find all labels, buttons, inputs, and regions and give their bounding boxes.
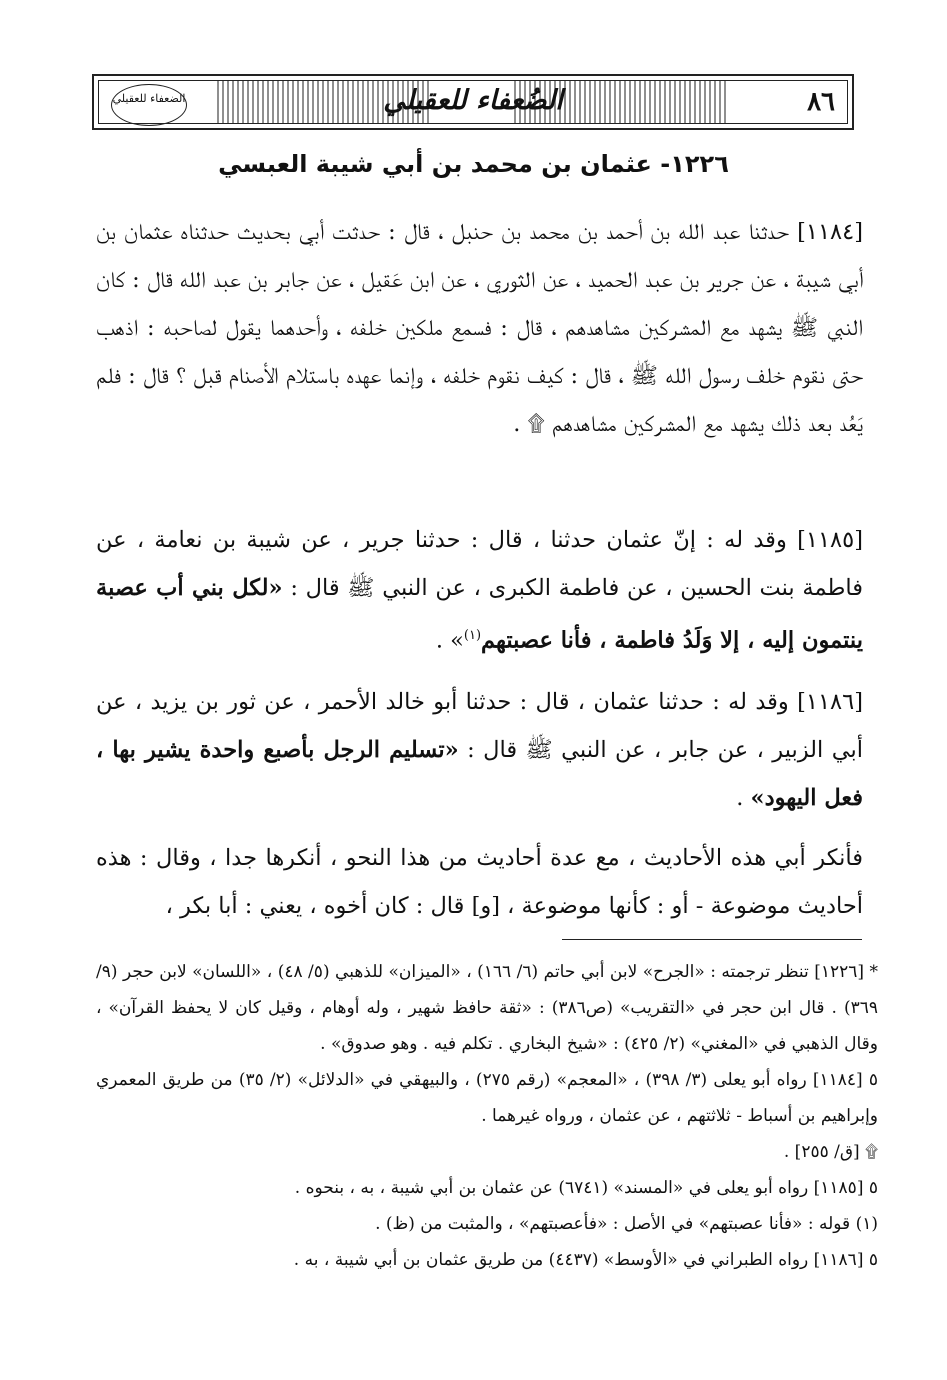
footnotes xyxy=(96,954,878,1278)
footnote-1226: * [١٢٢٦] تنظر ترجمته : «الجرح» لابن أبي حاتم (٦/ ١٦٦) ، «الميزان» للذهبي (٥/ ٤٨) ، «اللسان» لابن حجر (٩/ ٣٦٩) . قال ابن حجر في «التقريب» (ص٣٨٦) : «ثقة حافظ شهير ، وله أوهام ، وقيل كان لا يحفظ القرآن» ، وقال الذهبي في «المغني» (٢/ ٤٢٥) : «شيخ البخاري . تكلم فيه . وهو صدوق» . xyxy=(96,962,878,1054)
closing-paragraph xyxy=(96,834,863,930)
footnote-1185: ٥ [١١٨٥] رواه أبو يعلى في «المسند» (٦٧٤١) عن عثمان بن أبي شيبة ، به ، بنحوه . xyxy=(294,1178,878,1198)
hadith-text: [١١٨٦] وقد له : حدثنا عثمان ، قال : حدثنا أبو خالد الأحمر ، عن ثور بن يزيد ، عن أبي الزبير ، عن جابر ، عن النبي ﷺ قال : xyxy=(96,689,863,763)
footnote-ref: (١) xyxy=(463,628,482,643)
footnote-1184: ٥ [١١٨٤] رواه أبو يعلى (٣/ ٣٩٨) ، «المعجم» (رقم ٢٧٥) ، والبيهقي في «الدلائل» (٢/ ٣٥) من طريق المعمري وإبراهيم بن أسباط - ثلاثتهم ، عن عثمان ، ورواه غيرهما . xyxy=(96,1070,878,1126)
hadith-1184 xyxy=(96,208,863,448)
closing-text: فأنكر أبي هذه الأحاديث ، مع عدة أحاديث من هذا النحو ، أنكرها جدا ، وقال : هذه أحاديث موضوعة - أو : كأنها موضوعة ، [و] قال : كان أخوه ، يعني : أبا بكر ، xyxy=(96,845,863,919)
hadith-1185 xyxy=(96,516,863,665)
page-header xyxy=(92,74,854,130)
hadith-end: » . xyxy=(435,627,464,654)
hadith-1186 xyxy=(96,678,863,822)
footnote-folio: ۩ [ق/ ٢٥٥] . xyxy=(783,1142,878,1162)
book-emblem: الضعفاء للعقيلي xyxy=(111,84,187,126)
hadith-quote: «تسليم الرجل بأصبع واحدة يشير بها ، فعل اليهود» xyxy=(96,737,863,811)
header-frame xyxy=(98,80,848,124)
hadith-end: . xyxy=(736,785,751,811)
footnote-1186: ٥ [١١٨٦] رواه الطبراني في «الأوسط» (٤٤٣٧) من طريق عثمان بن أبي شيبة ، به . xyxy=(293,1250,878,1270)
footnote-separator xyxy=(562,939,862,940)
footnote-1: (١) قوله : «فأنا عصبتهم» في الأصل : «فأعصبتهم» ، والمثبت من (ظ) . xyxy=(375,1214,878,1234)
chapter-title: ١٢٢٦- عثمان بن محمد بن أبي شيبة العبسي xyxy=(218,150,729,178)
page-number: ٨٦ xyxy=(807,87,835,117)
hadith-quote: «لكل بني أب عصبة ينتمون إليه ، إلا وَلَدُ فاطمة ، فأنا عصبتهم xyxy=(96,575,863,654)
hadith-text: [١١٨٤] حدثنا عبد الله بن أحمد بن محمد بن حنبل ، قال : حدثت أبي بحديث حدثناه عثمان بن أبي شيبة ، عن جرير بن عبد الحميد ، عن الثوري ، عن ابن عَقيل ، عن جابر بن عبد الله قال : كان النبي ﷺ يشهد مع المشركين مشاهدهم ، قال : فسمع ملكين خلفه ، وأحدهما يقول لصاحبه : اذهب حتى نقوم خلف رسول الله ﷺ ، قال : كيف نقوم خلفه ، وإنما عهده باستلام الأصنام قبل ؟ قال : فلم يَعُد بعد ذلك يشهد مع المشركين مشاهدهم ۩ . xyxy=(96,219,864,437)
book-title: الضُعفاء للعقيلي xyxy=(383,85,563,116)
hadith-text: [١١٨٥] وقد له : إنّ عثمان حدثنا ، قال : حدثنا جرير ، عن شيبة بن نعامة ، عن فاطمة بنت الحسين ، عن فاطمة الكبرى ، عن النبي ﷺ قال : xyxy=(96,527,863,601)
